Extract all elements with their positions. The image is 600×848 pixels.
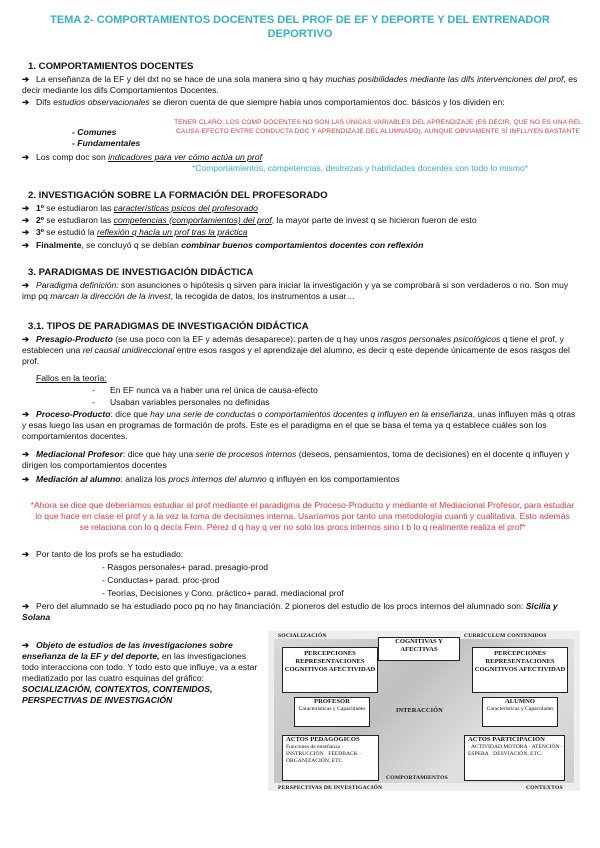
- actos-pedagogicos-label: ACTOS PEDAGÓGICOS: [286, 736, 360, 743]
- arrow-icon: ➔: [22, 601, 30, 611]
- fallos-label: Fallos en la teoría:: [36, 373, 107, 383]
- text: se estudiaron las: [43, 203, 114, 213]
- text-italic: rel causal unidireccional: [82, 345, 175, 355]
- paradigm-presagio: [22, 334, 582, 367]
- arrow-icon: ➔: [22, 280, 30, 290]
- text: : analiza los: [120, 474, 169, 484]
- text-underlined: características psicos del profesorado: [113, 203, 258, 213]
- red-note-tener-claro: TENER CLARO: LOS COMP DOCENTES NO SON LAS ÚNICAS VARIABLES DEL APRENDIZAJE (ES DECIR, QUE NO ES UNA REL CAUSA-EFECTO ENTRE CONDUCTA DOC Y APRENDIZAJE DEL ALUMNADO), AUNQUE OBVIAMENTE SÍ INFLUYEN BASTANTE: [174, 119, 582, 135]
- corner-curriculum: CURRÍCULUM CONTENIDOS: [464, 633, 547, 639]
- text: se estudiaron las: [43, 215, 114, 225]
- text-bold-italic: Mediación al alumno: [36, 474, 121, 484]
- text-italic: rasgos personales psicológicos: [380, 334, 501, 344]
- text-bold-italic: combinar buenos comportamientos docentes con reflexión: [181, 240, 424, 250]
- s1-bullet-3: [22, 152, 582, 163]
- perceptions-left-box: PERCEPCIONES REPRESENTACIONES COGNITIVOS AFECTIVIDAD: [282, 647, 378, 693]
- text-italic: procs internos del alumno: [168, 474, 267, 484]
- text: , la recogida de datos, los instrumentos a usar…: [170, 291, 355, 301]
- s3-paragraph: [22, 280, 582, 302]
- text: Difs: [36, 97, 54, 107]
- s1-bullet-2: [22, 97, 582, 108]
- text-italic: serie de procesos internos: [195, 449, 297, 459]
- text: La enseñanza de la EF y del dxt no se hace de una sola manera sino q hay: [36, 74, 326, 84]
- text: , unas influyen más q otras y esas luego las usan en programas de formación de profs. Este es el paradigma en el que se basa el tema ya q establece cuáles son los comportamientos docentes.: [22, 409, 576, 441]
- text-bold: 3º: [36, 227, 44, 237]
- text: se estudió la: [43, 227, 97, 237]
- comportamientos-label: COMPORTAMIENTOS: [386, 775, 448, 781]
- text-underlined: indicadores para ver cómo actúa un prof: [108, 152, 262, 162]
- text: en las investigaciones todo interacciona con todo. Y todo esto que influye, va a estar mediatizado por las cuatro esquinas del gráfico:: [22, 651, 258, 683]
- cognitivas-box: COGNITIVAS Y AFECTIVAS: [378, 637, 460, 661]
- profesor-box: [294, 697, 370, 727]
- arrow-icon: ➔: [22, 152, 30, 162]
- text-bold: Finalmente: [36, 240, 82, 250]
- objeto-estudios: [22, 640, 262, 706]
- actos-participacion-label: ACTOS PARTICIPACIÓN: [468, 736, 545, 743]
- text: q influyen en los comportamientos: [266, 474, 400, 484]
- alumno-box: [482, 697, 558, 727]
- text-italic: marcan la dirección de la invest: [50, 291, 171, 301]
- text: , es decir mediante los difs Comportamientos Docentes.: [22, 74, 578, 95]
- paradigm-mediacion-alumno: [22, 474, 582, 485]
- text: Usaban variables personales no definidas: [110, 397, 270, 407]
- arrow-icon: ➔: [22, 203, 30, 213]
- arrow-icon: ➔: [22, 97, 30, 107]
- section-3-heading: 3. PARADIGMAS DE INVESTIGACIÓN DIDÁCTICA: [28, 267, 254, 278]
- arrow-icon: ➔: [22, 215, 30, 225]
- text-italic: Paradigma definición:: [36, 280, 119, 290]
- arrow-icon: ➔: [22, 409, 30, 419]
- text-bold: 2º: [36, 215, 44, 225]
- arrow-icon: ➔: [22, 334, 30, 344]
- estudiado-item-1: - Rasgos personales+ parad. presagio-prod: [102, 562, 269, 572]
- text: : dice que: [110, 409, 151, 419]
- text: Por tanto de los profs se ha estudiado:: [36, 549, 184, 559]
- text: Pero del alumnado se ha estudiado poco pq no hay financiación. 2 pioneros del estudio de los procs internos del alumnado son:: [36, 601, 526, 611]
- fallo-item-2: - Usaban variables personales no definidas: [92, 397, 270, 407]
- corner-socializacion: SOCIALIZACIÓN: [278, 633, 327, 639]
- arrow-icon: ➔: [22, 474, 30, 484]
- alumno-sub: Características y Capacidades: [486, 706, 554, 712]
- text-underlined: competencias (comportamientos) del prof: [113, 215, 272, 225]
- text: (deseos, pensamientos, toma de decisiones) en el docente q influyen y dirigen los comportamientos docentes: [22, 449, 570, 470]
- pero-alumnado: [22, 601, 582, 623]
- por-tanto: [22, 549, 582, 560]
- fallo-item-1: - En EF nunca va a haber una rel única de causa-efecto: [92, 385, 318, 395]
- text-bold-italic: Sicilia y Solana: [22, 601, 558, 622]
- section-1-heading: 1. COMPORTAMIENTOS DOCENTES: [28, 61, 194, 72]
- arrow-icon: ➔: [22, 74, 30, 84]
- actos-pedagogicos-box: [282, 735, 379, 781]
- text: se dieron cuenta de que siempre había unos comportamientos doc. básicos y los dividen en:: [149, 97, 505, 107]
- text: (se usa poco con la EF y además desaparece): parten de q hay unos: [112, 334, 381, 344]
- estudiado-item-2: - Conductas+ parad. proc-prod: [102, 575, 220, 585]
- teal-note: *Comportamientos, competencias, destrezas y habilidades docentes son todo lo mismo*: [191, 163, 529, 173]
- actos-participacion-box: [464, 735, 565, 781]
- section-3-1-heading: 3.1. TIPOS DE PARADIGMAS DE INVESTIGACIÓN DIDÁCTICA: [28, 321, 309, 332]
- profesor-label: PROFESOR: [314, 698, 350, 705]
- corner-perspectivas: PERSPECTIVAS DE INVESTIGACIÓN: [278, 785, 383, 791]
- paradigm-proceso: [22, 409, 582, 442]
- perceptions-right-box: PERCEPCIONES REPRESENTACIONES COGNITIVOS AFECTIVIDAD: [472, 647, 568, 693]
- profesor-sub: Características y Capacidades: [298, 706, 366, 712]
- red-note-ahora: *Ahora se dice que deberíamos estudiar al prof mediante el paradigma de Proceso-Producto y mediante el Mediacional Profesor, para estudiar lo que hace en clase el prof y a la vez la toma de decisiones interna. Usaríamos por tanto una metodología cuanti y cualitativa. Esto además se relaciona con lo q decía Fern. Pérez d q hay q ver no solo los procs internos sino t b lo q realmente realiza el prof*: [30, 500, 575, 532]
- arrow-icon: ➔: [22, 549, 30, 559]
- arrow-icon: ➔: [22, 640, 30, 650]
- corner-contextos: CONTEXTOS: [526, 785, 563, 791]
- actos-pedagogicos-list: Funciones de enseñanza · INSTRUCCIÓN · FEEDBACK · ORGANIZACIÓN, ETC: [286, 744, 362, 764]
- arrow-icon: ➔: [22, 227, 30, 237]
- s2-line-4: [22, 240, 582, 251]
- text: , se concluyó q se debían: [81, 240, 182, 250]
- text-bold-italic: Presagio-Producto: [36, 334, 113, 344]
- sub-item-comunes: - Comunes: [72, 127, 117, 137]
- text: : dice que hay una: [122, 449, 196, 459]
- text: son asunciones o hipótesis q sirven para iniciar la investigación y ya se comprobará si son verdaderos o no. Son muy imp pq: [22, 280, 569, 301]
- interaction-diagram: [268, 631, 580, 791]
- s2-line-2: [22, 215, 582, 226]
- actos-participacion-list: · ACTIVIDAD MOTORA · ATENCIÓN · ESPERA · DESVIACIÓN, ETC.: [468, 744, 563, 757]
- section-2-heading: 2. INVESTIGACIÓN SOBRE LA FORMACIÓN DEL PROFESORADO: [28, 190, 328, 201]
- text: q tiene el prof, y establecen una: [22, 334, 564, 355]
- alumno-label: ALUMNO: [504, 698, 536, 705]
- text-bold-italic: Mediacional Profesor: [36, 449, 123, 459]
- s2-line-1: [22, 203, 582, 214]
- text: entre esos rasgos y el aprendizaje del alumno, es decir q este depende únicamente de esos rasgos del prof.: [22, 345, 570, 366]
- paradigm-mediacional: [22, 449, 582, 471]
- text-underlined: reflexión q hacía un prof tras la práctica: [96, 227, 248, 237]
- text-bold-italic: SOCIALIZACIÓN, CONTEXTOS, CONTENIDOS, PERSPECTIVAS DE INVESTIGACIÓN: [22, 684, 213, 705]
- estudiado-item-3: - Teorías, Decisiones y Cono. práctico+ parad. mediacional prof: [102, 588, 344, 598]
- text-italic: hay una serie de conductas o comportamientos docentes q influyen en la enseñanza: [150, 409, 473, 419]
- interaccion-label: INTERACCIÓN: [396, 707, 443, 714]
- s1-bullet-1: [22, 74, 582, 96]
- s2-line-3: [22, 227, 582, 238]
- text: Los comp doc son: [36, 152, 109, 162]
- sub-item-fundamentales: - Fundamentales: [72, 138, 141, 148]
- page-title: TEMA 2- COMPORTAMIENTOS DOCENTES DEL PROF DE EF Y DEPORTE Y DEL ENTRENADOR DEPORTIVO: [50, 14, 550, 40]
- arrow-icon: ➔: [22, 449, 30, 459]
- arrow-icon: ➔: [22, 240, 30, 250]
- text-italic: muchas posibilidades mediante las difs intervenciones del prof: [325, 74, 564, 84]
- text: En EF nunca va a haber una rel única de causa-efecto: [110, 385, 318, 395]
- text-bold-italic: Proceso-Producto: [36, 409, 111, 419]
- text-bold-italic: Objeto de estudios de las investigaciones sobre enseñanza de la EF y del deporte,: [22, 640, 233, 661]
- text: , la mayor parte de invest q se hicieron fueron de esto: [271, 215, 477, 225]
- text-italic: estudios observacionales: [53, 97, 150, 107]
- text-bold: 1º: [36, 203, 44, 213]
